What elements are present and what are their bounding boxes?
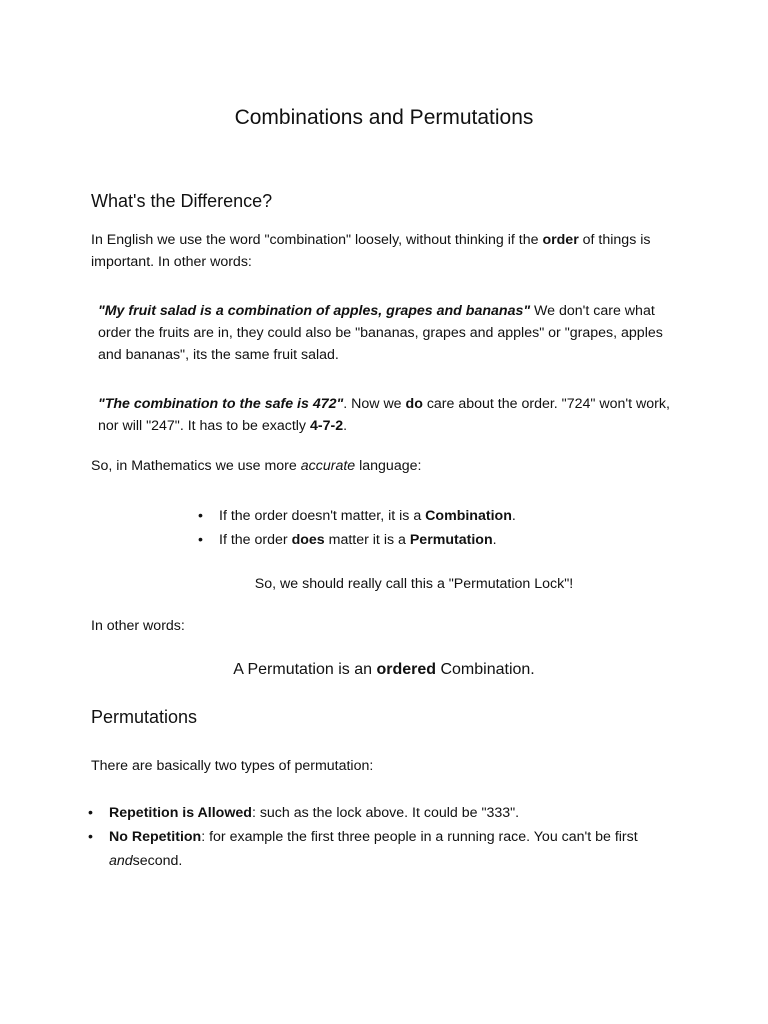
ordered-combination-statement	[0, 659, 768, 681]
permutation-lock-line: So, we should really call this a "Permutation Lock"!	[254, 576, 574, 592]
list-item	[88, 825, 669, 873]
list-item	[88, 801, 669, 825]
ordered-bold: ordered	[376, 661, 437, 678]
intro-bold-order: order	[542, 232, 579, 248]
accurate-italic: accurate	[300, 458, 356, 474]
section-heading-difference: What's the Difference?	[91, 191, 273, 211]
accurate-language-line	[91, 455, 421, 477]
combination-permutation-list	[198, 504, 516, 552]
safe-quote-text-1: . Now we	[343, 396, 406, 412]
ordered-text-end: Combination.	[436, 661, 535, 678]
list-item-end: .	[511, 508, 516, 524]
list-item-text: If the order	[219, 532, 292, 548]
safe-quote-text-2: care about the order. "724" won't work, nor will "247". It has to be exactly	[98, 396, 670, 434]
intro-text: In English we use the word "combination" loosely, without thinking if the	[91, 232, 543, 248]
accurate-text: So, in Mathematics we use more	[91, 458, 301, 474]
list-item-italic: and	[109, 853, 133, 869]
list-item-bold: Permutation	[409, 532, 493, 548]
fruit-salad-quote	[98, 300, 688, 366]
list-item-end: .	[492, 532, 497, 548]
fruit-salad-quote-bold: "My fruit salad is a combination of apples, grapes and bananas"	[98, 303, 531, 319]
list-item-end: second.	[132, 853, 183, 869]
bullet-icon: •	[198, 508, 203, 524]
list-item-text: If the order doesn't matter, it is a	[219, 508, 426, 524]
list-item	[198, 528, 516, 552]
bullet-icon: •	[88, 829, 93, 845]
bullet-icon: •	[88, 805, 93, 821]
list-item	[198, 504, 516, 528]
list-item-bold-does: does	[291, 532, 325, 548]
list-item-bold: No Repetition	[109, 829, 202, 845]
accurate-text-end: language:	[355, 458, 422, 474]
fruit-salad-quote-text: We don't care what order the fruits are in, they could also be "bananas, grapes and apples" or "grapes, apples and bananas", its the same fruit salad.	[98, 303, 663, 363]
ordered-text: A Permutation is an	[233, 661, 377, 678]
safe-quote-bold: "The combination to the safe is 472"	[98, 396, 344, 412]
safe-quote-end: .	[343, 418, 348, 434]
list-item-text-mid: matter it is a	[324, 532, 410, 548]
safe-quote-code: 4-7-2	[309, 418, 344, 434]
bullet-icon: •	[198, 532, 203, 548]
list-item-text: : for example the first three people in a running race. You can't be first	[201, 829, 638, 845]
document-title: Combinations and Permutations	[234, 106, 534, 129]
list-item-bold: Repetition is Allowed	[109, 805, 252, 821]
intro-paragraph	[91, 229, 691, 273]
other-words-line: In other words:	[91, 618, 185, 634]
section-heading-permutations: Permutations	[91, 707, 198, 727]
permutation-types-intro: There are basically two types of permutation:	[91, 758, 374, 774]
intro-text-end: of things is important. In other words:	[91, 232, 651, 270]
safe-quote	[98, 393, 688, 437]
list-item-text: : such as the lock above. It could be "333".	[251, 805, 520, 821]
safe-quote-do: do	[405, 396, 423, 412]
permutation-types-list	[88, 801, 669, 873]
list-item-bold: Combination	[425, 508, 512, 524]
